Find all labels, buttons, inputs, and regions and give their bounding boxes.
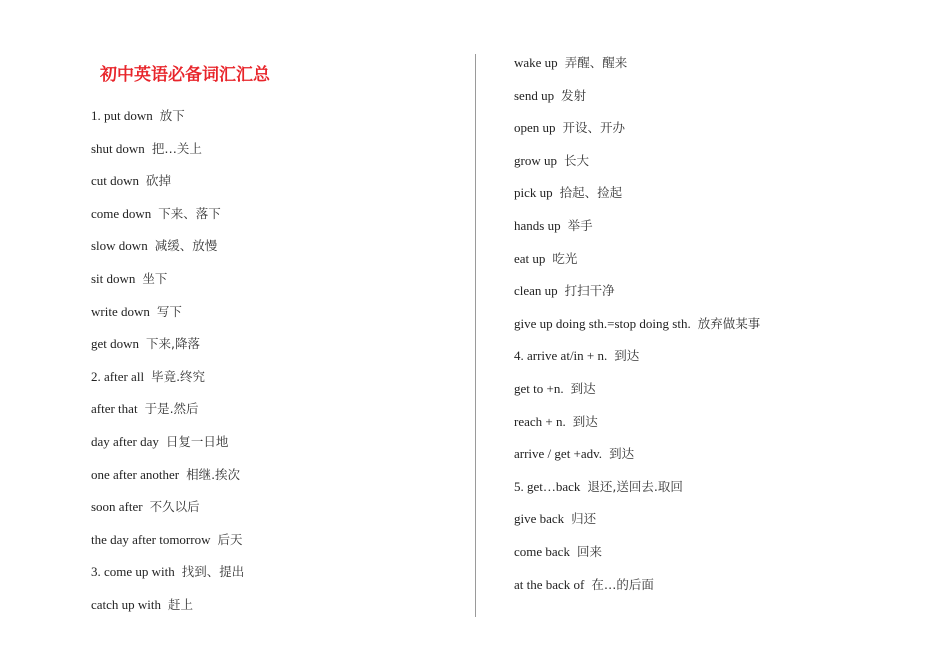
vocab-entry bbox=[514, 250, 760, 283]
column-divider bbox=[475, 54, 476, 617]
vocab-entry bbox=[514, 87, 760, 120]
entry-phrase: give up doing sth.=stop doing sth. bbox=[514, 315, 691, 331]
entry-phrase: write down bbox=[91, 303, 150, 319]
vocab-entry bbox=[514, 510, 760, 543]
vocab-entry bbox=[91, 498, 244, 531]
vocab-entry bbox=[91, 140, 244, 173]
entry-phrase: day after day bbox=[91, 433, 159, 449]
entry-phrase: get to +n. bbox=[514, 380, 564, 396]
vocab-entry bbox=[514, 576, 760, 609]
entry-meaning: 写下 bbox=[156, 303, 182, 319]
entry-meaning: 把…关上 bbox=[151, 140, 202, 156]
vocab-entry bbox=[514, 478, 760, 511]
entry-phrase: reach + n. bbox=[514, 413, 566, 429]
vocab-entry bbox=[91, 303, 244, 336]
entry-phrase: soon after bbox=[91, 499, 143, 515]
vocab-entry bbox=[91, 172, 244, 205]
entry-meaning: 到达 bbox=[572, 413, 598, 429]
entry-phrase: catch up with bbox=[91, 596, 162, 612]
entry-phrase: grow up bbox=[514, 152, 557, 168]
entry-meaning: 回来 bbox=[576, 543, 602, 559]
vocab-entry bbox=[91, 531, 244, 564]
vocab-entry bbox=[514, 315, 760, 348]
entry-phrase: shut down bbox=[91, 140, 145, 156]
entry-phrase: 2. after all bbox=[91, 368, 145, 384]
entry-phrase: at the back of bbox=[514, 576, 585, 592]
entry-meaning: 放下 bbox=[159, 108, 185, 123]
entry-meaning: 后天 bbox=[217, 531, 243, 547]
entry-phrase: arrive / get +adv. bbox=[514, 446, 603, 462]
entry-meaning: 找到、提出 bbox=[181, 564, 245, 580]
vocab-entry bbox=[514, 380, 760, 413]
entry-phrase: after that bbox=[91, 401, 138, 417]
entry-meaning: 开设、开办 bbox=[562, 120, 626, 136]
vocab-entry bbox=[514, 543, 760, 576]
entry-phrase: eat up bbox=[514, 250, 546, 266]
vocab-entry bbox=[91, 237, 244, 270]
vocab-entry bbox=[91, 270, 244, 303]
entry-phrase: hands up bbox=[514, 217, 561, 233]
entry-meaning: 长大 bbox=[563, 152, 589, 168]
vocab-entry bbox=[514, 445, 760, 478]
vocab-entry bbox=[91, 433, 244, 466]
entry-phrase: 3. come up with bbox=[91, 564, 175, 580]
entry-meaning: 毕竟.终究 bbox=[151, 368, 206, 384]
entry-phrase: 4. arrive at/in + n. bbox=[514, 348, 608, 364]
entry-phrase: get down bbox=[91, 336, 140, 352]
entry-phrase: give back bbox=[514, 511, 565, 527]
entry-phrase: send up bbox=[514, 87, 555, 103]
entry-phrase: 1. put down bbox=[91, 108, 153, 123]
entry-meaning: 下来、落下 bbox=[158, 205, 221, 221]
vocab-entry bbox=[514, 282, 760, 315]
vocab-entry bbox=[514, 217, 760, 250]
left-column bbox=[91, 107, 244, 629]
vocab-entry bbox=[514, 413, 760, 446]
vocab-entry bbox=[91, 107, 244, 140]
right-column bbox=[514, 54, 760, 608]
vocab-entry bbox=[91, 563, 244, 596]
entry-meaning: 于是.然后 bbox=[144, 401, 199, 417]
vocab-entry bbox=[91, 466, 244, 499]
entry-meaning: 在…的后面 bbox=[591, 576, 654, 592]
entry-meaning: 减缓、放慢 bbox=[154, 238, 218, 254]
entry-meaning: 相继.挨次 bbox=[186, 466, 241, 482]
entry-phrase: pick up bbox=[514, 185, 553, 201]
entry-phrase: 5. get…back bbox=[514, 478, 581, 494]
entry-meaning: 日复一日地 bbox=[165, 433, 229, 449]
vocab-entry bbox=[91, 335, 244, 368]
vocab-entry bbox=[91, 596, 244, 629]
entry-meaning: 打扫干净 bbox=[564, 283, 615, 299]
entry-meaning: 砍掉 bbox=[146, 173, 172, 189]
vocab-entry bbox=[514, 347, 760, 380]
entry-phrase: open up bbox=[514, 120, 556, 136]
entry-phrase: cut down bbox=[91, 173, 140, 189]
entry-meaning: 拾起、捡起 bbox=[559, 185, 623, 201]
entry-phrase: clean up bbox=[514, 283, 558, 299]
entry-phrase: sit down bbox=[91, 270, 136, 286]
entry-meaning: 坐下 bbox=[142, 270, 168, 286]
entry-meaning: 弄醒、醒来 bbox=[564, 55, 628, 70]
vocab-entry bbox=[91, 400, 244, 433]
entry-meaning: 不久以后 bbox=[149, 499, 200, 515]
entry-phrase: slow down bbox=[91, 238, 148, 254]
vocab-entry bbox=[514, 152, 760, 185]
entry-meaning: 下来,降落 bbox=[146, 336, 201, 352]
vocab-entry bbox=[91, 205, 244, 238]
entry-meaning: 举手 bbox=[567, 217, 593, 233]
entry-phrase: the day after tomorrow bbox=[91, 531, 211, 547]
entry-phrase: wake up bbox=[514, 55, 558, 70]
page-title: 初中英语必备词汇汇总 bbox=[100, 65, 270, 85]
vocab-entry bbox=[91, 368, 244, 401]
entry-meaning: 归还 bbox=[571, 511, 597, 527]
entry-meaning: 到达 bbox=[570, 380, 596, 396]
entry-meaning: 赶上 bbox=[168, 596, 194, 612]
entry-meaning: 吃光 bbox=[552, 250, 578, 266]
entry-phrase: come back bbox=[514, 543, 570, 559]
vocab-entry bbox=[514, 184, 760, 217]
vocab-entry bbox=[514, 119, 760, 152]
entry-phrase: one after another bbox=[91, 466, 180, 482]
vocab-entry bbox=[514, 54, 760, 87]
entry-meaning: 到达 bbox=[614, 348, 640, 364]
entry-meaning: 退还,送回去.取回 bbox=[587, 478, 683, 494]
entry-phrase: come down bbox=[91, 205, 152, 221]
entry-meaning: 放弃做某事 bbox=[697, 315, 761, 331]
entry-meaning: 发射 bbox=[561, 87, 587, 103]
entry-meaning: 到达 bbox=[609, 446, 635, 462]
